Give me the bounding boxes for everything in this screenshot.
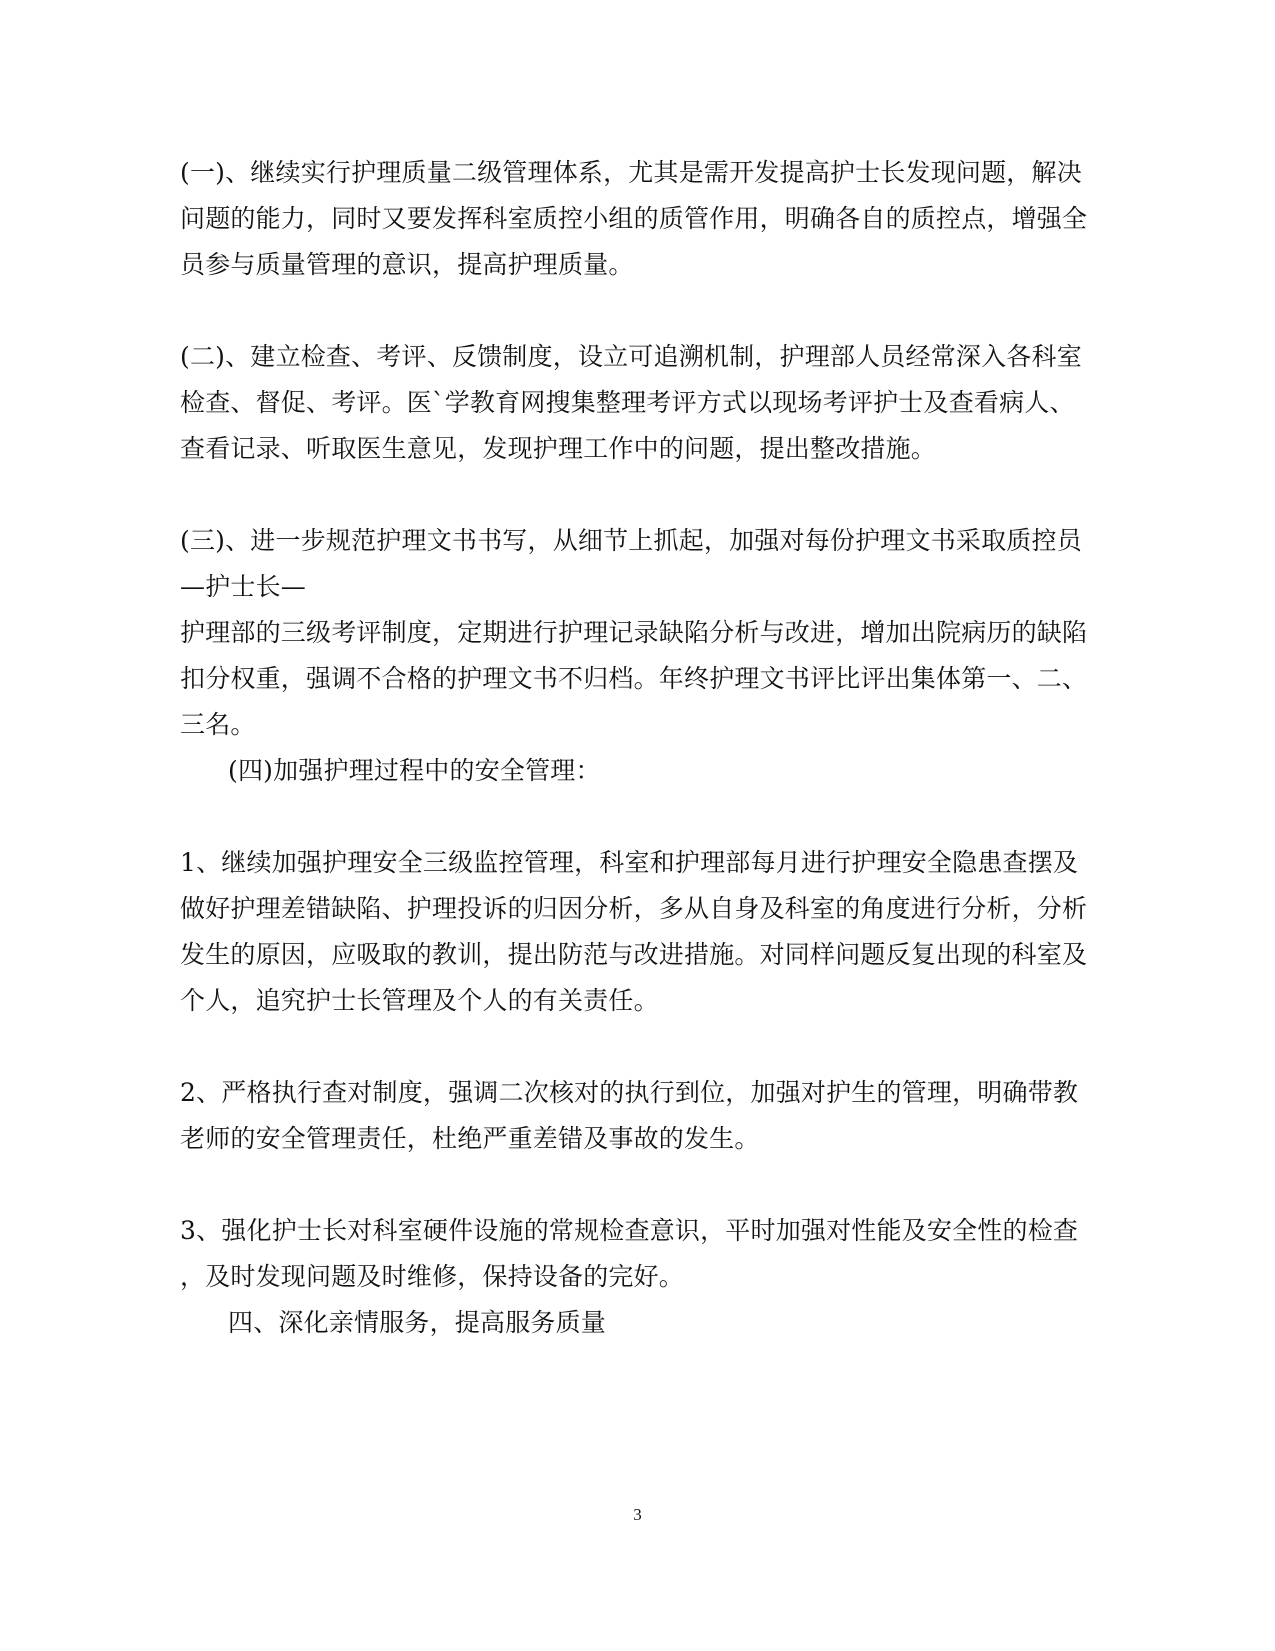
paragraph-3-line-5: 三名。 xyxy=(180,710,256,739)
paragraph-2-line-2: 检查、督促、考评。医`学教育网搜集整理考评方式以现场考评护士及查看病人、 xyxy=(180,388,1075,417)
paragraph-3-line-3: 护理部的三级考评制度，定期进行护理记录缺陷分析与改进，增加出院病历的缺陷 xyxy=(180,618,1088,647)
paragraph-5-line-3: 发生的原因，应吸取的教训，提出防范与改进措施。对同样问题反复出现的科室及 xyxy=(180,940,1088,969)
paragraph-6-line-1: 2、严格执行查对制度，强调二次核对的执行到位，加强对护生的管理，明确带教 xyxy=(180,1078,1079,1107)
section-heading-4: (四)加强护理过程中的安全管理： xyxy=(228,756,601,785)
paragraph-3-line-1: (三)、进一步规范护理文书书写，从细节上抓起，加强对每份护理文书采取质控员 xyxy=(180,526,1082,555)
paragraph-5-line-2: 做好护理差错缺陷、护理投诉的归因分析，多从自身及科室的角度进行分析，分析 xyxy=(180,894,1088,923)
paragraph-7-line-1: 3、强化护士长对科室硬件设施的常规检查意识，平时加强对性能及安全性的检查 xyxy=(180,1216,1079,1245)
paragraph-7-line-2: ，及时发现问题及时维修，保持设备的完好。 xyxy=(180,1262,685,1291)
page-number: 3 xyxy=(633,1505,642,1524)
paragraph-2-line-3: 查看记录、听取医生意见，发现护理工作中的问题，提出整改措施。 xyxy=(180,434,937,463)
paragraph-6-line-2: 老师的安全管理责任，杜绝严重差错及事故的发生。 xyxy=(180,1124,760,1153)
paragraph-5-line-4: 个人，追究护士长管理及个人的有关责任。 xyxy=(180,986,659,1015)
paragraph-1-line-1: (一)、继续实行护理质量二级管理体系，尤其是需开发提高护士长发现问题，解决 xyxy=(180,158,1082,187)
section-heading-four: 四、深化亲情服务，提高服务质量 xyxy=(228,1308,607,1337)
paragraph-3-line-2: —护士长— xyxy=(180,572,307,601)
paragraph-3-line-4: 扣分权重，强调不合格的护理文书不归档。年终护理文书评比评出集体第一、二、 xyxy=(180,664,1088,693)
paragraph-1-line-3: 员参与质量管理的意识，提高护理质量。 xyxy=(180,250,634,279)
paragraph-1-line-2: 问题的能力，同时又要发挥科室质控小组的质管作用，明确各自的质控点，增强全 xyxy=(180,204,1088,233)
paragraph-2-line-1: (二)、建立检查、考评、反馈制度，设立可追溯机制，护理部人员经常深入各科室 xyxy=(180,342,1082,371)
paragraph-5-line-1: 1、继续加强护理安全三级监控管理，科室和护理部每月进行护理安全隐患查摆及 xyxy=(180,848,1079,877)
